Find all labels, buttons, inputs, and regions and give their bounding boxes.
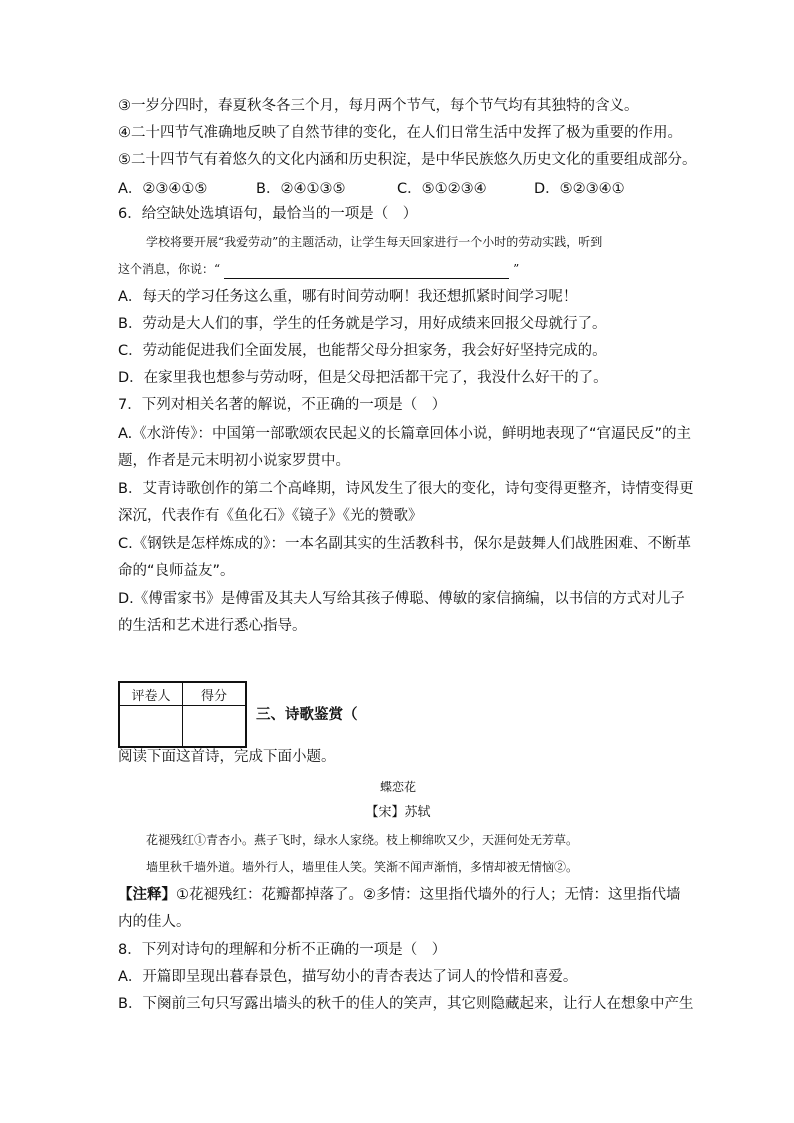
q5-item-3: ③一岁分四时，春夏秋冬各三个月，每月两个节气，每个节气均有其独特的含义。 (118, 98, 639, 114)
q7-option-c-line1: C.《钢铁是怎样炼成的》：一本名副其实的生活教科书，保尔是鼓舞人们战胜困难、不断革 (118, 536, 691, 552)
q7-option-c-line2: 命的“良师益友”。 (118, 563, 235, 579)
q6-option-a: A．每天的学习任务这么重，哪有时间劳动啊！我还想抓紧时间学习呢！ (118, 289, 578, 305)
q5-options (118, 177, 678, 197)
q7-option-a-line2: 题，作者是元末明初小说家罗贯中。 (118, 453, 350, 469)
q6-stem: 6．给空缺处选填语句，最恰当的一项是（ ） (118, 206, 418, 222)
q6-answer-blank (224, 265, 509, 279)
q6-passage-suffix: ” (513, 262, 520, 276)
q7-option-d-line2: 的生活和艺术进行悉心指导。 (118, 618, 307, 634)
notes-label: 【注释】 (118, 887, 176, 903)
q6-passage-line1: 学校将要开展“我爱劳动”的主题活动，让学生每天回家进行一个小时的劳动实践，听到 (146, 235, 603, 249)
score-table-grader-cell[interactable] (119, 706, 183, 748)
poem-author: 【宋】苏轼 (365, 805, 431, 820)
q5-item-4: ④二十四节气准确地反映了自然节律的变化，在人们日常生活中发挥了极为重要的作用。 (118, 125, 682, 141)
q8-stem: 8．下列对诗句的理解和分析不正确的一项是（ ） (118, 942, 447, 958)
score-table-score-header: 得分 (183, 682, 247, 706)
score-table (118, 681, 247, 748)
poem-line-1: 花褪残红①青杏小。燕子飞时，绿水人家绕。枝上柳绵吹又少，天涯何处无芳草。 (146, 833, 579, 847)
q7-option-d-line1: D.《傅雷家书》是傅雷及其夫人写给其孩子傅聪、傅敏的家信摘编，以书信的方式对儿子 (118, 591, 685, 607)
q8-option-b: B．下阕前三句只写露出墙头的秋千的佳人的笑声，其它则隐藏起来，让行人在想象中产生 (118, 996, 694, 1012)
q8-option-a: A．开篇即呈现出暮春景色，描写幼小的青杏表达了词人的怜惜和喜爱。 (118, 969, 578, 985)
section-3-instruction: 阅读下面这首诗，完成下面小题。 (118, 749, 336, 765)
q6-passage-prefix: 这个消息，你说：“ (118, 262, 221, 276)
q5-item-5: ⑤二十四节气有着悠久的文化内涵和历史积淀，是中华民族悠久历史文化的重要组成部分。 (118, 152, 697, 168)
q5-option-c: C．⑤①②③④ (397, 181, 487, 197)
q6-passage-line2 (118, 259, 678, 279)
section-3-title: 三、诗歌鉴赏（ (256, 707, 358, 723)
notes-line-2: 内的佳人。 (118, 914, 191, 930)
q6-option-b: B．劳动是大人们的事，学生的任务就是学习，用好成绩来回报父母就行了。 (118, 316, 607, 332)
score-table-grader-header: 评卷人 (119, 682, 183, 706)
notes-text: ①花褪残红：花瓣都掉落了。②多情：这里指代墙外的行人；无情：这里指代墙 (176, 887, 681, 903)
q6-option-d: D．在家里我也想参与劳动呀，但是父母把活都干完了，我没什么好干的了。 (118, 370, 608, 386)
score-table-score-cell[interactable] (183, 706, 247, 748)
q7-option-b-line1: B．艾青诗歌创作的第二个高峰期，诗风发生了很大的变化，诗句变得更整齐，诗情变得更 (118, 481, 694, 497)
q7-option-a-line1: A.《水浒传》：中国第一部歌颂农民起义的长篇章回体小说，鲜明地表现了“官逼民反”的主 (118, 426, 692, 442)
q7-option-b-line2: 深沉，代表作有《鱼化石》《镜子》《光的赞歌》 (118, 508, 423, 524)
q5-option-a: A．②③④①⑤ (118, 181, 208, 197)
notes-line-1 (118, 885, 681, 905)
q5-option-b: B．②④①③⑤ (256, 181, 346, 197)
poem-title: 蝶恋花 (379, 780, 416, 794)
q7-stem: 7．下列对相关名著的解说，不正确的一项是（ ） (118, 397, 447, 413)
q6-option-c: C．劳动能促进我们全面发展，也能帮父母分担家务，我会好好坚持完成的。 (118, 343, 607, 359)
poem-line-2: 墙里秋千墙外道。墙外行人，墙里佳人笑。笑渐不闻声渐悄，多情却被无情恼②。 (146, 860, 579, 874)
q5-option-d: D．⑤②③④① (534, 181, 625, 197)
